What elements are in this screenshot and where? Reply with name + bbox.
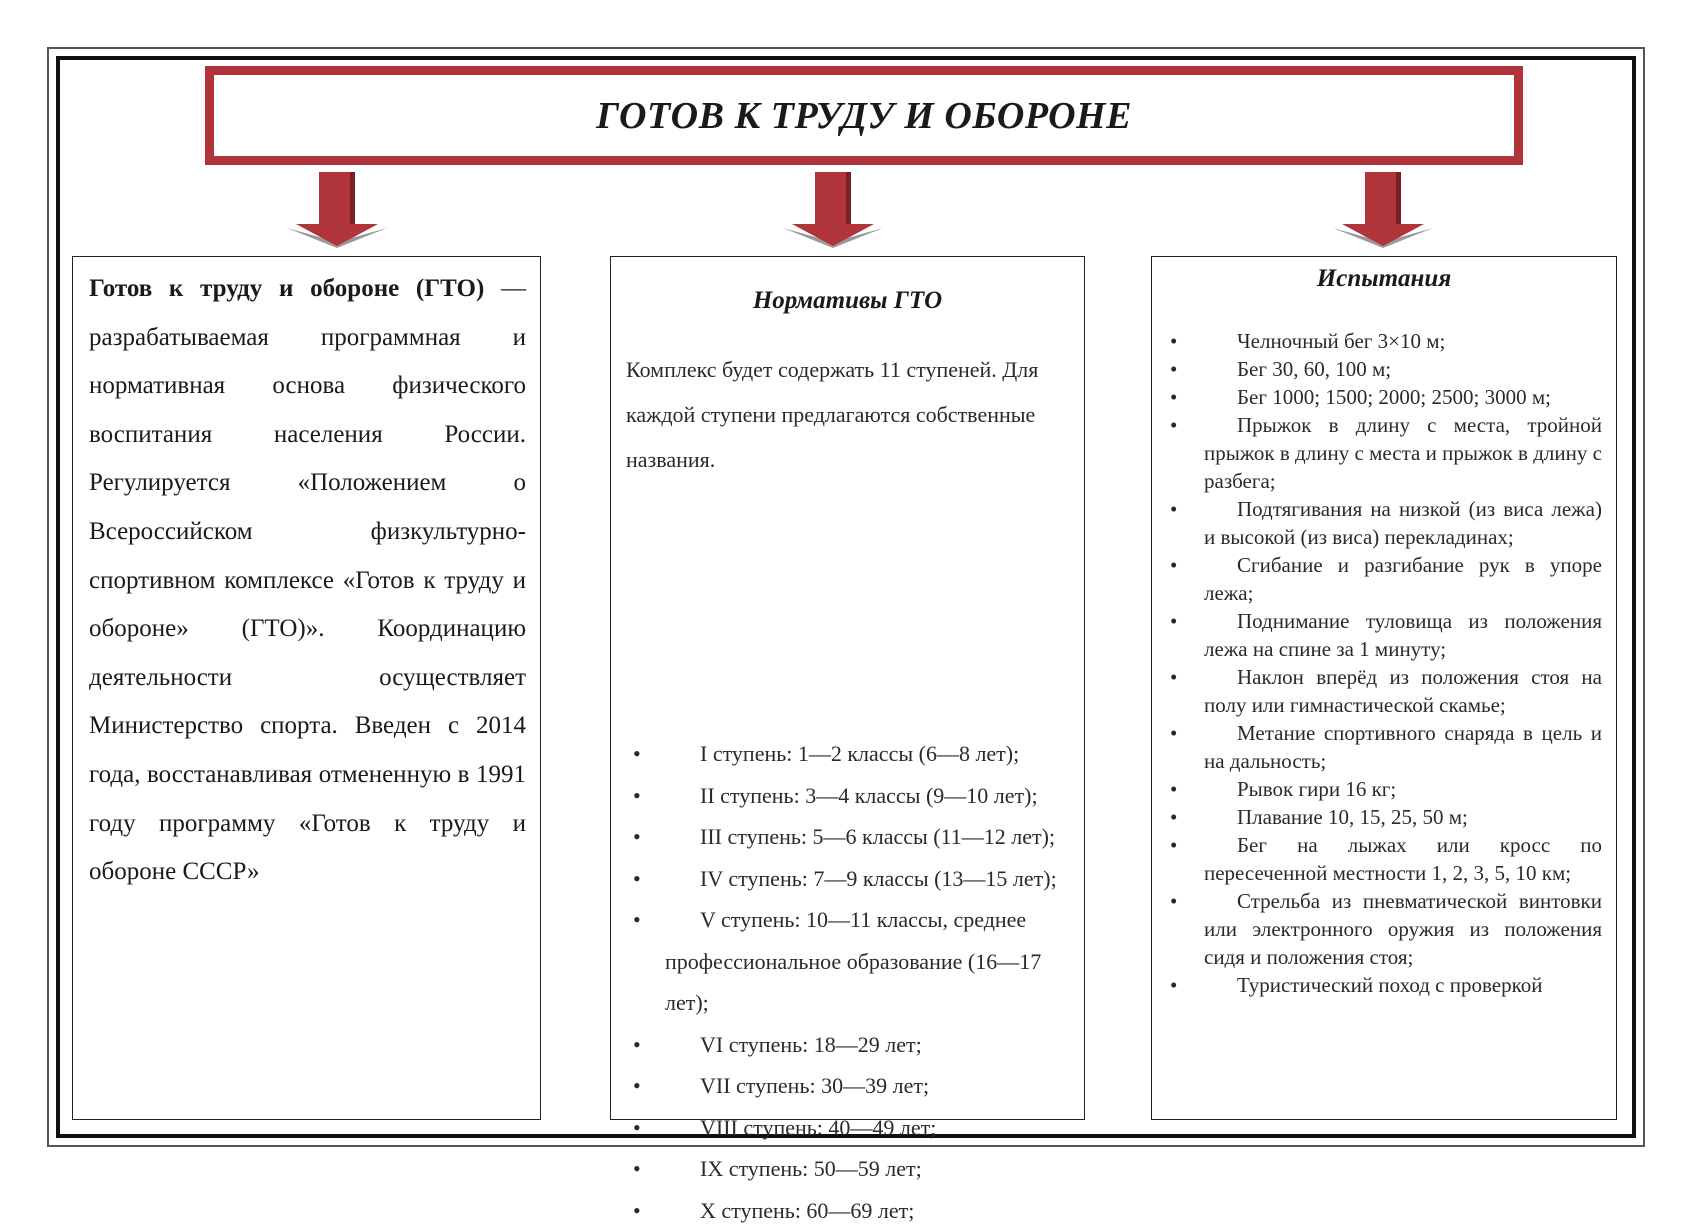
bullet-icon: •: [1170, 355, 1177, 383]
list-item: • X ступень: 60—69 лет;: [611, 1190, 1084, 1231]
definition-term: Готов к труду и обороне (ГТО): [89, 275, 484, 302]
bullet-icon: •: [1170, 663, 1177, 691]
bullet-icon: •: [633, 858, 641, 900]
bullet-icon: •: [633, 1190, 641, 1231]
down-arrow-icon: [1328, 170, 1438, 250]
list-item: • Метание спортивного снаряда в цель и на дальность;: [1152, 719, 1616, 775]
bullet-icon: •: [1170, 411, 1177, 439]
bullet-icon: •: [633, 816, 641, 858]
list-item: • Стрельба из пневматической винтовки или электронного оружия из положения сидя и положения стоя;: [1152, 887, 1616, 971]
list-item: • V ступень: 10—11 классы, среднее профессиональное образование (16—17 лет);: [611, 899, 1084, 1024]
list-item: • Плавание 10, 15, 25, 50 м;: [1152, 803, 1616, 831]
tests-title: Испытания: [1152, 265, 1616, 293]
list-item: • II ступень: 3—4 классы (9—10 лет);: [611, 775, 1084, 817]
bullet-icon: •: [1170, 803, 1177, 831]
bullet-icon: •: [633, 1024, 641, 1066]
list-item: • Наклон вперёд из положения стоя на полу или гимнастической скамье;: [1152, 663, 1616, 719]
bullet-icon: •: [633, 899, 641, 941]
bullet-icon: •: [633, 1148, 641, 1190]
tests-list: [1152, 327, 1616, 999]
definition-body: — разрабатываемая программная и нормативная основа физического воспитания населения России. Регулируется «Положением о Всероссийском физкультурно-спортивном комплексе «Готов к труду и обороне» (ГТО)». Координацию деятельности осуществляет Министерство спорта. Введен с 2014 года, восстанавливая отмененную в 1991 году программу «Готов к труду и обороне СССР»: [89, 275, 526, 885]
bullet-icon: •: [633, 1107, 641, 1149]
list-item: • Рывок гири 16 кг;: [1152, 775, 1616, 803]
list-item: • Бег 30, 60, 100 м;: [1152, 355, 1616, 383]
down-arrow-icon: [778, 170, 888, 250]
list-item: • III ступень: 5—6 классы (11—12 лет);: [611, 816, 1084, 858]
title-banner-inner: [212, 73, 1516, 158]
list-item: • VII ступень: 30—39 лет;: [611, 1065, 1084, 1107]
bullet-icon: •: [1170, 887, 1177, 915]
list-item: • Подтягивания на низкой (из виса лежа) и высокой (из виса) перекладинах;: [1152, 495, 1616, 551]
list-item: • Бег 1000; 1500; 2000; 2500; 3000 м;: [1152, 383, 1616, 411]
list-item: • IV ступень: 7—9 классы (13—15 лет);: [611, 858, 1084, 900]
standards-intro: Комплекс будет содержать 11 ступеней. Для каждой ступени предлагаются собственные названия.: [626, 347, 1071, 482]
bullet-icon: •: [1170, 775, 1177, 803]
stages-list: [611, 733, 1084, 1231]
bullet-icon: •: [1170, 551, 1177, 579]
bullet-icon: •: [1170, 495, 1177, 523]
list-item: • Сгибание и разгибание рук в упоре лежа;: [1152, 551, 1616, 607]
list-item: • IX ступень: 50—59 лет;: [611, 1148, 1084, 1190]
list-item: • Туристический поход с проверкой: [1152, 971, 1616, 999]
bullet-icon: •: [1170, 971, 1177, 999]
standards-panel: [610, 256, 1085, 1120]
title-banner: [205, 66, 1523, 165]
bullet-icon: •: [1170, 831, 1177, 859]
bullet-icon: •: [633, 775, 641, 817]
list-item: • Челночный бег 3×10 м;: [1152, 327, 1616, 355]
definition-panel: [72, 256, 541, 1120]
list-item: • Прыжок в длину с места, тройной прыжок в длину с места и прыжок в длину с разбега;: [1152, 411, 1616, 495]
bullet-icon: •: [1170, 383, 1177, 411]
list-item: • VIII ступень: 40—49 лет;: [611, 1107, 1084, 1149]
bullet-icon: •: [633, 733, 641, 775]
down-arrow-icon: [282, 170, 392, 250]
bullet-icon: •: [1170, 719, 1177, 747]
bullet-icon: •: [1170, 327, 1177, 355]
list-item: • Поднимание туловища из положения лежа на спине за 1 минуту;: [1152, 607, 1616, 663]
list-item: • VI ступень: 18—29 лет;: [611, 1024, 1084, 1066]
standards-title: Нормативы ГТО: [611, 287, 1084, 315]
definition-text: [89, 265, 526, 897]
list-item: • I ступень: 1—2 классы (6—8 лет);: [611, 733, 1084, 775]
list-item: • Бег на лыжах или кросс по пересеченной местности 1, 2, 3, 5, 10 км;: [1152, 831, 1616, 887]
tests-panel: [1151, 256, 1617, 1120]
bullet-icon: •: [1170, 607, 1177, 635]
bullet-icon: •: [633, 1065, 641, 1107]
page-title: ГОТОВ К ТРУДУ И ОБОРОНЕ: [596, 94, 1132, 138]
